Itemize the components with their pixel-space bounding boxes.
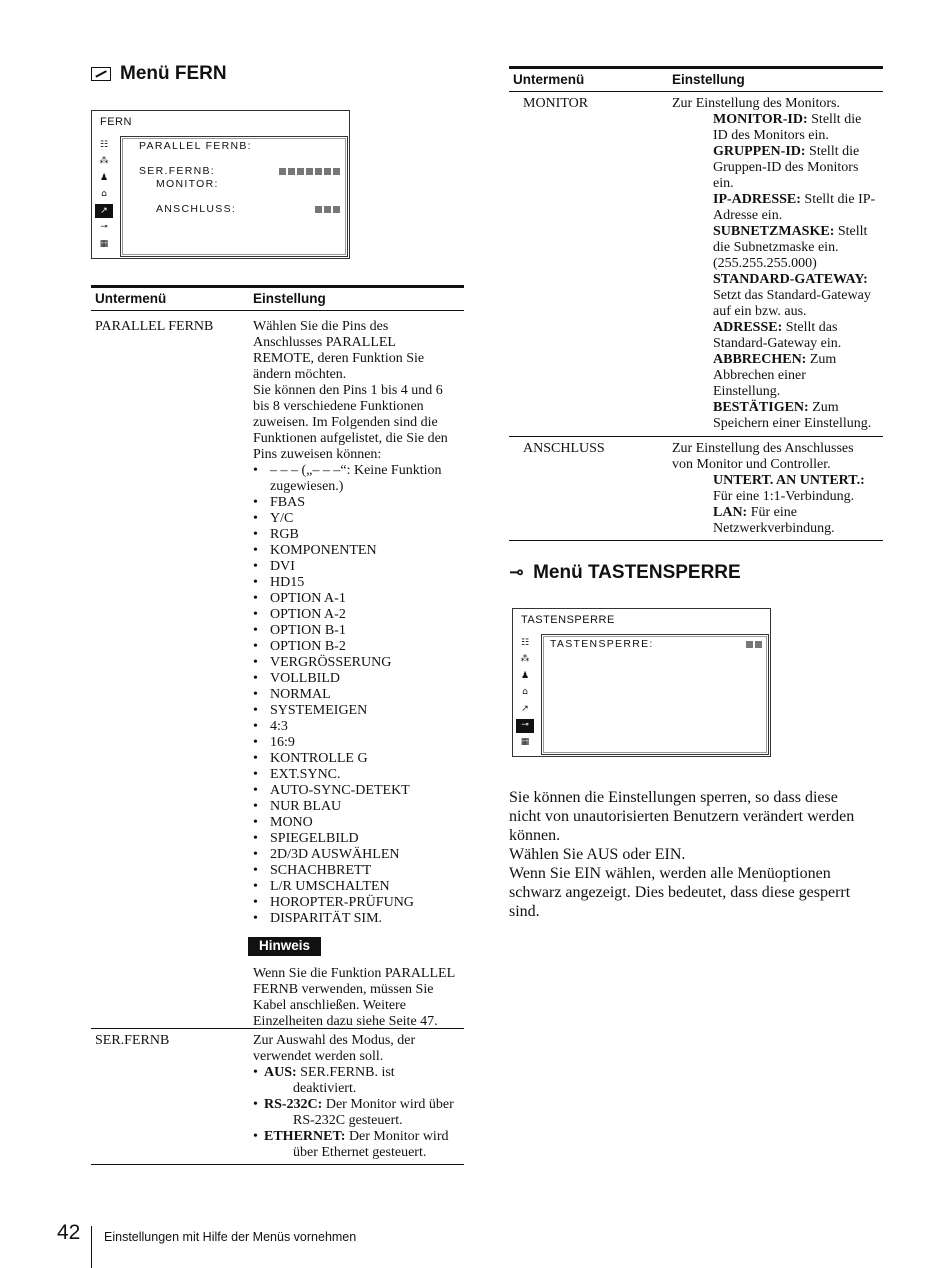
table-row xyxy=(91,1029,464,1165)
option-line xyxy=(713,505,883,521)
tastensperre-menu-icon-column xyxy=(516,636,538,752)
list-item-text: EXT.SYNC. xyxy=(270,767,341,782)
list-item xyxy=(253,527,464,543)
list-item-text: KOMPONENTEN xyxy=(270,543,377,558)
bullet: • xyxy=(253,815,258,830)
key-icon: ⊸ xyxy=(100,222,108,232)
tastensperre-menu-screen xyxy=(512,608,771,757)
option-term: RS-232C: xyxy=(264,1097,323,1112)
person-icon: ♟ xyxy=(99,172,109,183)
toolbox-icon: ⌂ xyxy=(101,189,107,199)
bullet: • xyxy=(253,847,258,862)
option-line xyxy=(713,144,883,160)
text-line: bis 8 verschiedene Funktionen xyxy=(253,399,424,414)
tastensperre-value-blocks xyxy=(746,641,762,648)
toolbox-icon: ⌂ xyxy=(522,687,528,697)
list-item xyxy=(253,783,464,799)
fern-menu-panel xyxy=(120,136,348,257)
header-submenu: Untermenü xyxy=(95,291,167,306)
function-list xyxy=(253,495,464,927)
tastensperre-heading xyxy=(509,562,741,584)
list-item-text: VERGRÖSSERUNG xyxy=(270,655,392,670)
list-item: • RS-232C: Der Monitor wird über xyxy=(253,1097,454,1112)
list-item-text: OPTION B-1 xyxy=(270,623,346,638)
option-line xyxy=(713,400,883,416)
bullet: • xyxy=(253,879,258,894)
option-line xyxy=(713,192,883,208)
list-item xyxy=(253,895,464,911)
option-text: Stellt die xyxy=(807,112,862,127)
option-text: Stellt die xyxy=(805,144,860,159)
option-text: über Ethernet gesteuert. xyxy=(293,1145,427,1160)
option-text: Speichern einer Einstellung. xyxy=(713,416,872,431)
bullet: • xyxy=(253,783,258,798)
tastensperre-body xyxy=(509,788,889,921)
option-term: STANDARD-GATEWAY: xyxy=(713,272,868,287)
option-text: (255.255.255.000) xyxy=(713,256,817,271)
text-line: Zur Einstellung des Anschlusses xyxy=(672,441,854,456)
fern-settings-table-continued xyxy=(509,66,883,541)
remote-icon: ↗ xyxy=(521,703,529,714)
page-number: 42 xyxy=(57,1221,81,1244)
list-item-text: 4:3 xyxy=(270,719,288,734)
text-line: Anschlusses PARALLEL xyxy=(253,335,396,350)
list-item xyxy=(253,799,464,815)
note-line: Wenn Sie die Funktion PARALLEL xyxy=(253,966,456,981)
header-submenu: Untermenü xyxy=(513,72,585,87)
bullet: • xyxy=(253,799,258,814)
color-icon: ⁂ xyxy=(520,654,530,664)
option-text: Für eine 1:1-Verbindung. xyxy=(713,489,855,504)
monitor-description xyxy=(672,96,883,432)
option-text: ein. xyxy=(713,176,734,191)
option-text: Adresse ein. xyxy=(713,208,783,223)
option-line xyxy=(713,112,883,128)
list-item-text: VOLLBILD xyxy=(270,671,340,686)
text-line: Wenn Sie EIN wählen, werden alle Menüoptionen xyxy=(509,865,831,882)
text-line: Sie können die Einstellungen sperren, so dass diese xyxy=(509,789,838,806)
anschluss-options xyxy=(672,473,883,537)
table-row xyxy=(91,311,464,1029)
option-text: Zum xyxy=(806,352,837,367)
fern-settings-table xyxy=(91,285,464,1165)
list-item-text: OPTION A-2 xyxy=(270,607,346,622)
remote-icon: ↗ xyxy=(95,204,113,218)
bullet: • xyxy=(253,751,258,766)
fern-heading-text: Menü FERN xyxy=(120,63,227,84)
list-item-text: L/R UMSCHALTEN xyxy=(270,879,390,894)
hinweis-label: Hinweis xyxy=(248,937,321,956)
option-line xyxy=(713,224,883,240)
list-item-text: RGB xyxy=(270,527,299,542)
list-item xyxy=(253,639,464,655)
table-row xyxy=(509,92,883,437)
option-term: AUS: xyxy=(264,1065,297,1080)
list-item xyxy=(253,719,464,735)
option-text: Setzt das Standard-Gateway xyxy=(713,288,871,303)
note-line: Kabel anschließen. Weitere xyxy=(253,998,406,1013)
list-item xyxy=(253,847,464,863)
table-header xyxy=(91,285,464,311)
text-line: Wählen Sie die Pins des xyxy=(253,319,389,334)
option-text: Stellt die IP- xyxy=(800,192,876,207)
list-item xyxy=(253,831,464,847)
submenu-anschluss: ANSCHLUSS xyxy=(523,441,605,456)
list-item xyxy=(253,655,464,671)
list-item-text: SCHACHBRETT xyxy=(270,863,372,878)
pattern-icon: ▦ xyxy=(99,238,109,249)
option-text: Netzwerkverbindung. xyxy=(713,521,835,536)
list-item-continuation xyxy=(253,479,464,495)
list-item xyxy=(253,911,464,927)
fern-heading xyxy=(91,63,227,85)
option-term: GRUPPEN-ID: xyxy=(713,144,806,159)
parallel-fernb-description xyxy=(253,319,464,1030)
option-text: Einstellung. xyxy=(713,384,781,399)
bullet: • xyxy=(253,895,258,910)
option-text: Stellt xyxy=(834,224,868,239)
option-term: BESTÄTIGEN: xyxy=(713,400,809,415)
note-line: Einzelheiten dazu siehe Seite 47. xyxy=(253,1014,438,1029)
bullet: • xyxy=(253,639,258,654)
submenu-ser-fernb: SER.FERNB xyxy=(95,1033,170,1048)
key-icon: ⊸ xyxy=(509,562,525,583)
list-item xyxy=(253,591,464,607)
list-item-text: OPTION B-2 xyxy=(270,639,346,654)
key-icon: ⊸ xyxy=(516,719,534,733)
anschluss-value-blocks xyxy=(315,206,340,213)
option-text: Gruppen-ID des Monitors xyxy=(713,160,859,175)
footer-text: Einstellungen mit Hilfe der Menüs vornehmen xyxy=(104,1230,357,1244)
list-item xyxy=(253,751,464,767)
list-item xyxy=(253,559,464,575)
list-item: • ETHERNET: Der Monitor wird xyxy=(253,1129,449,1144)
footer-divider xyxy=(91,1226,92,1268)
text-line: nicht von unautorisierten Benutzern verändert werden xyxy=(509,808,855,825)
header-setting: Einstellung xyxy=(253,291,326,306)
option-term: IP-ADRESSE: xyxy=(713,192,801,207)
tastensperre-menu-title: TASTENSPERRE xyxy=(521,614,615,626)
option-term: ABBRECHEN: xyxy=(713,352,807,367)
person-icon: ♟ xyxy=(520,670,530,681)
list-item-text: FBAS xyxy=(270,495,306,510)
monitor-row: MONITOR: xyxy=(156,178,219,190)
text-line: schwarz angezeigt. Dies bedeutet, dass diese gesperrt xyxy=(509,884,851,901)
list-item xyxy=(253,575,464,591)
option-term: ETHERNET: xyxy=(264,1129,346,1144)
option-term: MONITOR-ID: xyxy=(713,112,808,127)
bullet: • xyxy=(253,655,258,670)
list-item xyxy=(253,671,464,687)
option-line xyxy=(713,473,883,489)
option-line xyxy=(713,352,883,368)
list-item-text: SPIEGELBILD xyxy=(270,831,359,846)
bullet: • xyxy=(253,911,258,926)
bullet: • xyxy=(253,623,258,638)
submenu-parallel-fernb: PARALLEL FERNB xyxy=(95,319,214,334)
bullet: • xyxy=(253,591,258,606)
bullet: • xyxy=(253,767,258,782)
list-item xyxy=(253,511,464,527)
list-item-text: AUTO-SYNC-DETEKT xyxy=(270,783,410,798)
list-item xyxy=(253,495,464,511)
list-item-text: Y/C xyxy=(270,511,294,526)
list-item-text: NORMAL xyxy=(270,687,331,702)
list-item xyxy=(253,815,464,831)
option-text: ID des Monitors ein. xyxy=(713,128,829,143)
text-line: Pins zuweisen können: xyxy=(253,447,382,462)
option-text: Abbrechen einer xyxy=(713,368,806,383)
option-text: Zum xyxy=(808,400,839,415)
anschluss-row: ANSCHLUSS: xyxy=(156,203,237,215)
list-item-text: – – – („– – –“: Keine Funktion xyxy=(270,463,442,478)
note-line: FERNB verwenden, müssen Sie xyxy=(253,982,434,997)
tastensperre-menu-panel xyxy=(541,634,769,755)
anschluss-description xyxy=(672,441,883,537)
bullet: • xyxy=(253,703,258,718)
text-line: zuweisen. Im Folgenden sind die xyxy=(253,415,438,430)
list-item xyxy=(253,767,464,783)
submenu-monitor: MONITOR xyxy=(523,96,589,111)
text-line: REMOTE, deren Funktion Sie xyxy=(253,351,425,366)
fern-menu-icon-column xyxy=(95,138,117,254)
option-line xyxy=(713,272,883,288)
option-text: Stellt das xyxy=(782,320,838,335)
list-item xyxy=(253,879,464,895)
tastensperre-row: TASTENSPERRE: xyxy=(550,638,654,650)
list-item-text: SYSTEMEIGEN xyxy=(270,703,368,718)
text-line: Sie können den Pins 1 bis 4 und 6 xyxy=(253,383,443,398)
option-term: SUBNETZMASKE: xyxy=(713,224,835,239)
list-item: • AUS: SER.FERNB. ist xyxy=(253,1065,395,1080)
text-line: sind. xyxy=(509,903,540,920)
bullet: • xyxy=(253,543,258,558)
bullet: • xyxy=(253,735,258,750)
option-term: LAN: xyxy=(713,505,748,520)
parallel-fernb-row: PARALLEL FERNB: xyxy=(139,140,252,152)
option-term: ADRESSE: xyxy=(713,320,783,335)
list-item-text: DVI xyxy=(270,559,295,574)
bullet: • xyxy=(253,559,258,574)
header-setting: Einstellung xyxy=(672,72,745,87)
option-text: Der Monitor wird xyxy=(345,1129,449,1144)
text-line: von Monitor und Controller. xyxy=(672,457,831,472)
text-line: Zur Auswahl des Modus, der xyxy=(253,1033,416,1048)
monitor-options xyxy=(672,112,883,432)
text-line: Zur Einstellung des Monitors. xyxy=(672,96,840,111)
list-item-text: zugewiesen.) xyxy=(270,479,344,494)
option-line xyxy=(713,320,883,336)
option-text: deaktiviert. xyxy=(293,1081,357,1096)
list-item xyxy=(253,623,464,639)
list-item xyxy=(253,607,464,623)
list-item: • – – – („– – –“: Keine Funktion xyxy=(253,463,442,478)
option-text: Für eine xyxy=(747,505,797,520)
option-text: die Subnetzmaske ein. xyxy=(713,240,839,255)
bullet: • xyxy=(253,831,258,846)
text-line: verwendet werden soll. xyxy=(253,1049,384,1064)
list-item xyxy=(253,703,464,719)
option-text: auf ein bzw. aus. xyxy=(713,304,807,319)
bullet: • xyxy=(253,671,258,686)
text-line: Funktionen aufgelistet, die Sie den xyxy=(253,431,448,446)
option-text: Der Monitor wird über xyxy=(322,1097,454,1112)
fern-menu-title: FERN xyxy=(100,116,132,128)
list-item xyxy=(253,863,464,879)
pattern-icon: ▦ xyxy=(520,736,530,747)
ser-fernb-value-blocks xyxy=(279,168,340,175)
bullet: • xyxy=(253,575,258,590)
fern-menu-screen xyxy=(91,110,350,259)
table-row xyxy=(509,437,883,541)
list-item xyxy=(253,735,464,751)
list-icon: ☷ xyxy=(99,139,109,150)
color-icon: ⁂ xyxy=(99,156,109,166)
list-item-text: OPTION A-1 xyxy=(270,591,346,606)
list-item-text: 16:9 xyxy=(270,735,295,750)
list-item-text: 2D/3D AUSWÄHLEN xyxy=(270,847,400,862)
text-line: ändern möchten. xyxy=(253,367,347,382)
bullet: • xyxy=(253,719,258,734)
text-line: Wählen Sie AUS oder EIN. xyxy=(509,846,686,863)
tastensperre-heading-text: Menü TASTENSPERRE xyxy=(533,562,741,583)
option-term: UNTERT. AN UNTERT.: xyxy=(713,473,865,488)
table-header xyxy=(509,66,883,92)
list-item-text: KONTROLLE G xyxy=(270,751,368,766)
list-item-text: NUR BLAU xyxy=(270,799,342,814)
remote-icon xyxy=(91,67,111,81)
option-text: SER.FERNB. ist xyxy=(296,1065,395,1080)
bullet: • xyxy=(253,863,258,878)
list-item-text: MONO xyxy=(270,815,313,830)
list-item-text: HD15 xyxy=(270,575,305,590)
list-item-text: DISPARITÄT SIM. xyxy=(270,911,383,926)
option-text: Standard-Gateway ein. xyxy=(713,336,842,351)
list-icon: ☷ xyxy=(520,637,530,648)
bullet: • xyxy=(253,527,258,542)
option-text: RS-232C gesteuert. xyxy=(293,1113,403,1128)
list-item-text: HOROPTER-PRÜFUNG xyxy=(270,895,414,910)
list-item xyxy=(253,687,464,703)
bullet: • xyxy=(253,495,258,510)
bullet: • xyxy=(253,511,258,526)
bullet: • xyxy=(253,607,258,622)
bullet: • xyxy=(253,687,258,702)
ser-fernb-row: SER.FERNB: xyxy=(139,165,216,177)
text-line: können. xyxy=(509,827,561,844)
ser-fernb-description xyxy=(253,1033,464,1161)
list-item xyxy=(253,543,464,559)
